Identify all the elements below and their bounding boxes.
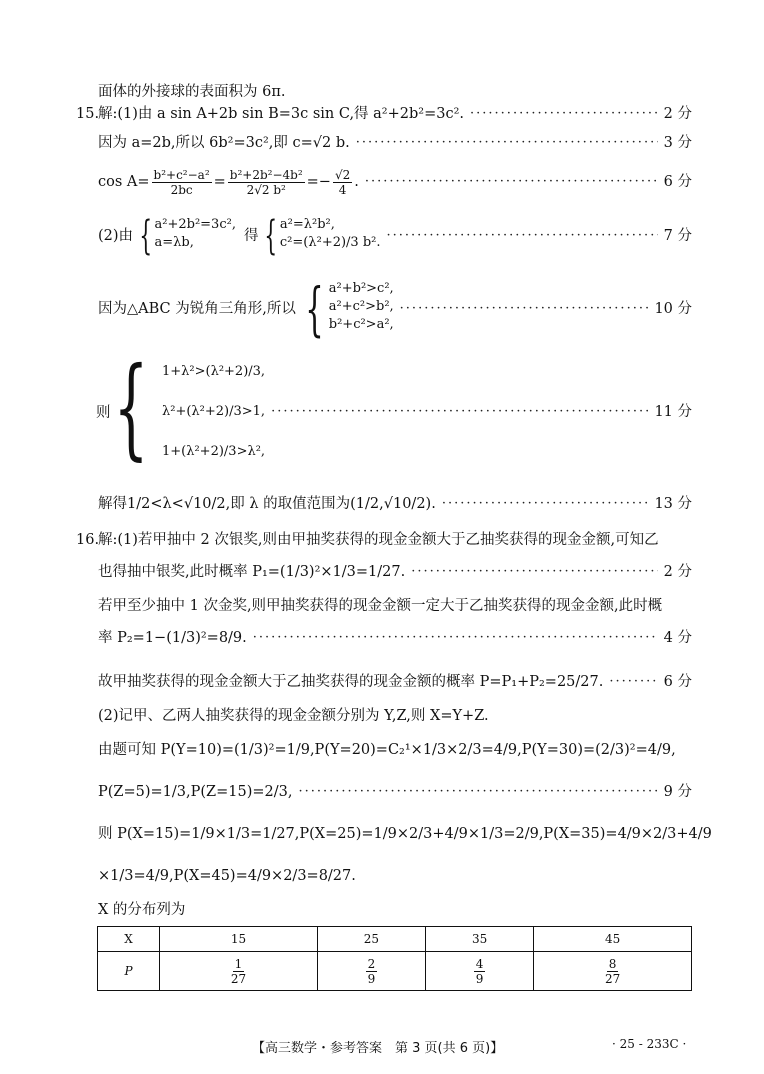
leader-dots (470, 104, 658, 124)
solution-line (98, 672, 692, 692)
line-text: 则 (96, 405, 111, 421)
distribution-table (97, 926, 692, 991)
table-cell: $\frac{1}{27}$ (160, 952, 318, 991)
table-header-cell: X (98, 927, 160, 952)
table-row (98, 927, 692, 952)
table-row (98, 952, 692, 991)
leader-dots (365, 172, 658, 192)
fraction: $\frac{\text{b²+c²−a²}}{2bc}$ (153, 167, 210, 197)
table-cell: $\frac{4}{9}$ (426, 952, 534, 991)
text-line: 解:(1)若甲抽中 2 次银奖,则由甲抽奖获得的现金金额大于乙抽奖获得的现金金额,可知乙 (98, 532, 659, 548)
score-label: 2 分 (663, 564, 692, 580)
table-cell: P (98, 952, 160, 991)
leader-dots (298, 782, 657, 802)
line-text: 故甲抽奖获得的现金金额大于乙抽奖获得的现金金额的概率 P=P₁+P₂=25/27. (98, 674, 604, 690)
leader-dots (400, 299, 649, 319)
leader-dots (253, 628, 658, 648)
solution-line (98, 782, 692, 802)
score-label: 2 分 (663, 106, 692, 122)
line-text: 也得抽中银奖,此时概率 P₁=(1/3)²×1/3=1/27. (98, 564, 406, 580)
leader-dots (442, 494, 649, 514)
equation-system: { a²+2b²=3c², a=λb, (139, 213, 236, 259)
text-line: X 的分布列为 (98, 902, 186, 918)
table-header-cell: 15 (160, 927, 318, 952)
score-label: 11 分 (654, 404, 692, 420)
score-label: 13 分 (654, 496, 692, 512)
score-label: 9 分 (663, 784, 692, 800)
line-text: 因为 a=2b,所以 6b²=3c²,即 c=√2 b. (98, 135, 350, 151)
text-line: ×1/3=4/9,P(X=45)=4/9×2/3=8/27. (98, 868, 356, 884)
solution-line (98, 133, 692, 153)
text-line: 由题可知 P(Y=10)=(1/3)²=1/9,P(Y=20)=C₂¹×1/3×2/3=4/9,P(Y=30)=(2/3)²=4/9, (98, 742, 676, 758)
text-line: 则 P(X=15)=1/9×1/3=1/27,P(X=25)=1/9×2/3+4/9×1/3=2/9,P(X=35)=4/9×2/3+4/9 (98, 826, 712, 842)
question-number: 16. (76, 532, 100, 548)
score-label: 6 分 (663, 174, 692, 190)
line-text: (2)由 (98, 228, 134, 244)
line-text: 因为△ABC 为锐角三角形,所以 (98, 301, 296, 317)
leader-dots (271, 402, 648, 422)
leader-dots (387, 226, 658, 246)
line-text: 得 (243, 228, 259, 244)
line-text: 解:(1)由 a sin A+2b sin B=3c sin C,得 a²+2b²=3c². (98, 106, 465, 122)
line-text: cos A= (98, 174, 150, 190)
table-header-cell: 45 (534, 927, 692, 952)
leader-dots (609, 672, 657, 692)
leader-dots (411, 562, 657, 582)
text-line: 面体的外接球的表面积为 6π. (98, 84, 286, 100)
solution-line (98, 276, 692, 342)
score-label: 4 分 (663, 630, 692, 646)
question-number: 15. (76, 106, 100, 122)
solution-line (98, 494, 692, 514)
line-text: P(Z=5)=1/3,P(Z=15)=2/3, (98, 784, 293, 800)
solution-line: cos A= $\frac{\text{b²+c²−a²}}{2bc}$ = $\frac{\text{b²+2b²−4b²}}{\text{2√2 b²}}$ =− $\frac{√2}{4}$ . ····· 6 分 (98, 162, 692, 202)
table-header-cell: 25 (317, 927, 425, 952)
inequality-system: { 1+λ²>(λ²+2)/3, λ²+(λ²+2)/3>1, 1+(λ²+2)/3>λ², (113, 343, 266, 471)
table-header-cell: 35 (426, 927, 534, 952)
score-label: 7 分 (663, 228, 692, 244)
fraction: $\frac{√2}{4}$ (334, 167, 351, 197)
text-line: 若甲至少抽中 1 次金奖,则甲抽奖获得的现金金额一定大于乙抽奖获得的现金金额,此时概 (98, 598, 663, 614)
score-label: 10 分 (654, 301, 692, 317)
equation-system: { a²=λ²b², c²=(λ²+2)/3 b². (264, 213, 381, 259)
inequality-system: { a²+b²>c², a²+c²>b², b²+c²>a², (305, 275, 394, 343)
line-text: 率 P₂=1−(1/3)²=8/9. (98, 630, 247, 646)
score-label: 3 分 (663, 135, 692, 151)
line-text: 解得1/2<λ<√10/2,即 λ 的取值范围为(1/2,√10/2). (98, 496, 436, 512)
solution-line (98, 628, 692, 648)
solution-line (98, 104, 692, 124)
score-label: 6 分 (663, 674, 692, 690)
doc-code: · 25 - 233C · (612, 1037, 687, 1051)
table-cell: $\frac{2}{9}$ (317, 952, 425, 991)
table-cell: $\frac{8}{27}$ (534, 952, 692, 991)
solution-line (98, 562, 692, 582)
solution-line (96, 343, 692, 472)
leader-dots (356, 133, 658, 153)
solution-line (98, 212, 692, 260)
fraction: $\frac{\text{b²+2b²−4b²}}{\text{2√2 b²}}$ (229, 167, 303, 197)
text-line: (2)记甲、乙两人抽奖获得的现金金额分别为 Y,Z,则 X=Y+Z. (98, 708, 489, 724)
page-footer: 【高三数学・参考答案 第 3 页(共 6 页)】 (252, 1041, 504, 1056)
